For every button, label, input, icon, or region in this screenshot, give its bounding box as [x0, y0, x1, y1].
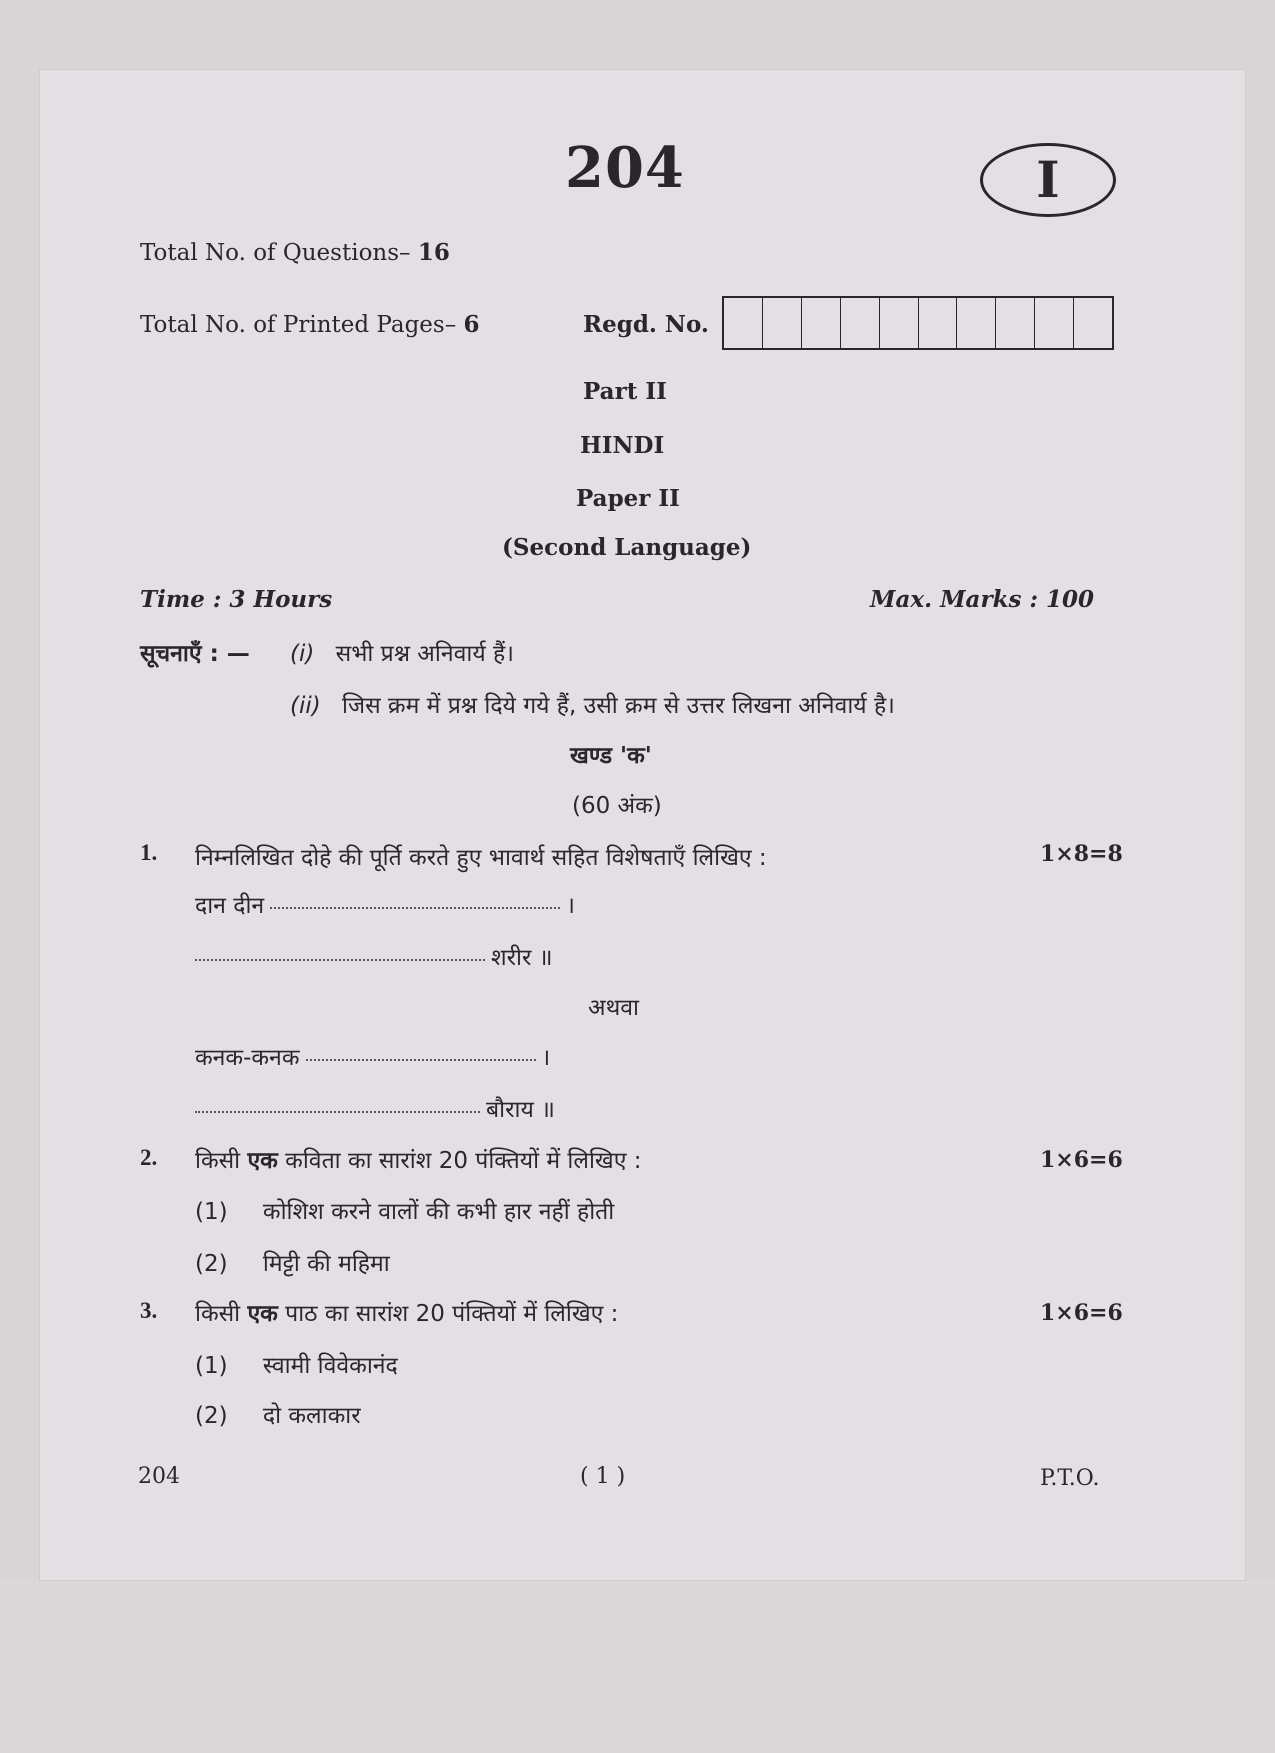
- regd-box: [1035, 298, 1074, 348]
- total-questions: [140, 239, 450, 266]
- scanner-background: [0, 1580, 1275, 1753]
- q1-line3-end: ।: [541, 1045, 551, 1071]
- section-title: खण्ड 'क': [570, 743, 652, 769]
- q1-or: अथवा: [588, 995, 640, 1021]
- q1-line3: [195, 1040, 550, 1072]
- q1-line1: [195, 888, 575, 920]
- q2-option-1-text: कोशिश करने वालों की कभी हार नहीं होती: [262, 1199, 615, 1225]
- instruction-1-text: सभी प्रश्न अनिवार्य हैं।: [335, 641, 514, 667]
- q1-text: निम्नलिखित दोहे की पूर्ति करते हुए भावार्थ सहित विशेषताएँ लिखिए :: [195, 845, 767, 871]
- set-letter: I: [1036, 150, 1060, 209]
- total-pages: [140, 311, 480, 338]
- q1-line4-end: बौराय ॥: [486, 1097, 555, 1123]
- q3-option-1: [195, 1348, 398, 1380]
- q2-option-1: [195, 1194, 614, 1226]
- instruction-2: [290, 688, 895, 720]
- q1-number: 1.: [140, 840, 158, 865]
- q3-option-1-num: (1): [195, 1353, 228, 1379]
- language-note: (Second Language): [502, 534, 752, 561]
- q2-text-post: कविता का सारांश 20 पंक्तियों में लिखिए :: [285, 1148, 642, 1174]
- q1-line3-start: कनक-कनक: [195, 1045, 300, 1071]
- q2-option-1-num: (1): [195, 1199, 228, 1225]
- q3-option-2-num: (2): [195, 1403, 228, 1429]
- instruction-2-num: (ii): [290, 693, 321, 719]
- total-pages-label: Total No. of Printed Pages–: [140, 312, 457, 338]
- total-questions-label: Total No. of Questions–: [140, 240, 411, 266]
- regd-box: [996, 298, 1035, 348]
- q3-text-bold: एक: [247, 1301, 278, 1327]
- q2-option-2: [195, 1246, 390, 1278]
- q1-blank-1: [270, 905, 560, 909]
- q3-number: 3.: [140, 1298, 158, 1323]
- q2-text-bold: एक: [247, 1148, 278, 1174]
- q2-option-2-num: (2): [195, 1251, 228, 1277]
- regd-box: [763, 298, 802, 348]
- q1-line2-end: शरीर ॥: [491, 945, 553, 971]
- total-questions-value: 16: [417, 239, 450, 266]
- instruction-2-text: जिस क्रम में प्रश्न दिये गये हैं, उसी क्रम से उत्तर लिखना अनिवार्य है।: [342, 693, 895, 719]
- q1-blank-2: [195, 957, 485, 961]
- paper-code: 204: [565, 135, 685, 201]
- footer-page-number: ( 1 ): [580, 1464, 626, 1489]
- q1-marks: 1×8=8: [1040, 841, 1123, 867]
- q2-marks: 1×6=6: [1040, 1147, 1123, 1173]
- section-marks: (60 अंक): [572, 793, 662, 819]
- regd-box: [919, 298, 958, 348]
- q3-option-2-text: दो कलाकार: [262, 1403, 361, 1429]
- q3-option-2: [195, 1398, 361, 1430]
- q2-text-pre: किसी: [195, 1148, 241, 1174]
- time-allowed: Time : 3 Hours: [140, 586, 333, 613]
- regd-box: [957, 298, 996, 348]
- q1-line4: [195, 1092, 555, 1124]
- q3-text-pre: किसी: [195, 1301, 241, 1327]
- regd-number-boxes: [722, 296, 1114, 350]
- q1-line1-end: ।: [566, 893, 575, 919]
- total-pages-value: 6: [463, 311, 480, 338]
- max-marks: Max. Marks : 100: [870, 586, 1094, 613]
- regd-box: [841, 298, 880, 348]
- q3-marks: 1×6=6: [1040, 1300, 1123, 1326]
- q1-line2: [195, 940, 553, 972]
- q1-line1-start: दान दीन: [195, 893, 265, 919]
- q2-text: [195, 1143, 642, 1175]
- paper-number: Paper II: [576, 485, 680, 512]
- part-title: Part II: [583, 378, 667, 405]
- q2-option-2-text: मिट्टी की महिमा: [262, 1251, 390, 1277]
- regd-box: [1074, 298, 1112, 348]
- q3-text: [195, 1296, 618, 1328]
- regd-label: Regd. No.: [583, 311, 709, 338]
- regd-box: [724, 298, 763, 348]
- subject-title: HINDI: [580, 432, 665, 459]
- regd-box: [802, 298, 841, 348]
- instructions-label: सूचनाएँ : —: [140, 641, 250, 667]
- q1-blank-3: [306, 1057, 536, 1061]
- q1-blank-4: [195, 1109, 480, 1113]
- instruction-1: [290, 636, 514, 668]
- q3-text-post: पाठ का सारांश 20 पंक्तियों में लिखिए :: [285, 1301, 619, 1327]
- footer-code: 204: [138, 1464, 180, 1489]
- footer-pto: P.T.O.: [1040, 1466, 1100, 1491]
- q3-option-1-text: स्वामी विवेकानंद: [262, 1353, 398, 1379]
- regd-box: [880, 298, 919, 348]
- q2-number: 2.: [140, 1145, 158, 1170]
- instruction-1-num: (i): [290, 641, 315, 667]
- set-badge: [980, 143, 1116, 217]
